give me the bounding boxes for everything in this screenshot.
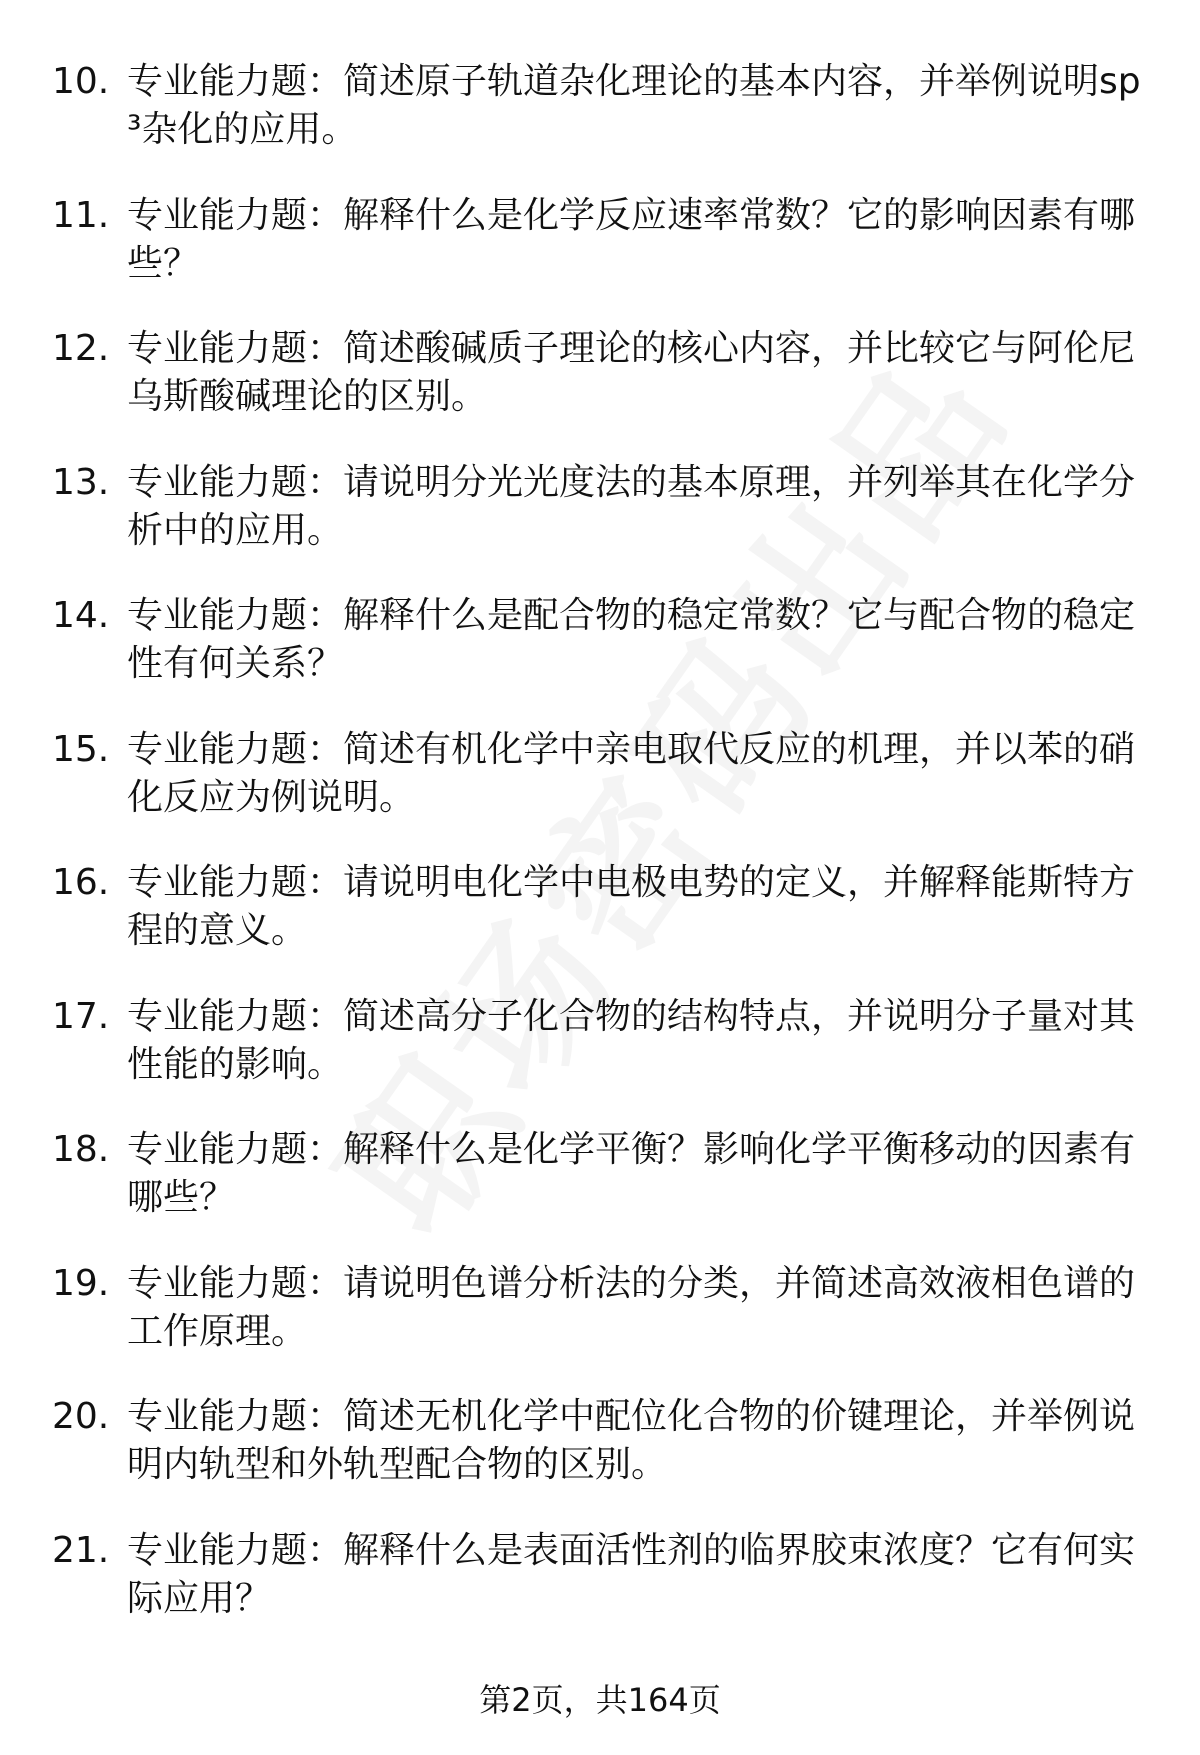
question-number: 11. [52,194,110,236]
question-number: 13. [52,461,110,503]
question-number: 19. [52,1262,110,1304]
question-text: 专业能力题：请说明色谱分析法的分类，并简述高效液相色谱的工作原理。 [127,1262,1136,1352]
question-text: 专业能力题：简述无机化学中配位化合物的价键理论，并举例说明内轨型和外轨型配合物的区别。 [127,1396,1136,1485]
question-item [52,58,1162,154]
question-item [52,459,1162,555]
question-text: 专业能力题：简述高分子化合物的结构特点，并说明分子量对其性能的影响。 [127,995,1136,1085]
question-text: 专业能力题：请说明分光光度法的基本原理，并列举其在化学分析中的应用。 [127,461,1136,551]
question-text: 专业能力题：请说明电化学中电极电势的定义，并解释能斯特方程的意义。 [127,862,1136,951]
question-item [52,859,1162,955]
question-item [52,192,1162,288]
question-item [52,592,1162,688]
question-number: 15. [52,728,110,770]
question-number: 14. [52,595,110,636]
question-text: 专业能力题：简述原子轨道杂化理论的基本内容，并举例说明sp³杂化的应用。 [127,61,1141,150]
question-text: 专业能力题：解释什么是化学平衡？影响化学平衡移动的因素有哪些？ [127,1129,1136,1218]
question-text: 专业能力题：解释什么是表面活性剂的临界胶束浓度？它有何实际应用？ [127,1529,1136,1619]
question-number: 18. [52,1129,110,1170]
question-text: 专业能力题：解释什么是配合物的稳定常数？它与配合物的稳定性有何关系？ [127,595,1136,684]
question-item [52,1393,1162,1489]
question-number: 17. [52,995,110,1037]
question-text: 专业能力题：简述有机化学中亲电取代反应的机理，并以苯的硝化反应为例说明。 [127,728,1136,818]
question-text: 专业能力题：简述酸碱质子理论的核心内容，并比较它与阿伦尼乌斯酸碱理论的区别。 [127,328,1136,417]
question-number: 20. [52,1396,110,1437]
question-item [52,726,1162,822]
page-footer [0,1680,1200,1720]
question-item [52,993,1162,1089]
question-number: 21. [52,1529,110,1571]
question-item [52,1260,1162,1356]
page-number-label: 第2页，共164页 [479,1681,721,1719]
question-number: 12. [52,328,110,369]
question-item [52,1126,1162,1222]
question-text: 专业能力题：解释什么是化学反应速率常数？它的影响因素有哪些？ [127,194,1136,284]
question-number: 16. [52,862,110,903]
question-number: 10. [52,61,110,102]
question-item [52,1527,1162,1623]
question-list [52,58,1162,1660]
question-item [52,325,1162,421]
